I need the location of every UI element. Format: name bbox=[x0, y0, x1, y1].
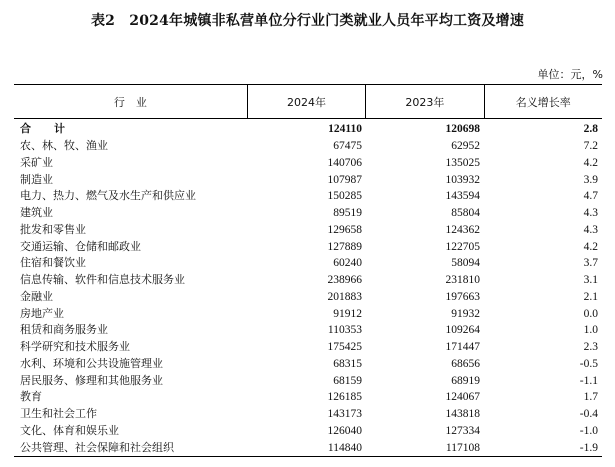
table-row bbox=[14, 406, 602, 423]
row-value-2024: 127889 bbox=[327, 240, 362, 253]
row-industry-name: 教育 bbox=[20, 390, 42, 404]
row-industry-name: 交通运输、仓储和邮政业 bbox=[20, 239, 141, 253]
row-value-2023: 62952 bbox=[451, 140, 480, 153]
table-row bbox=[14, 272, 602, 289]
row-industry-name: 农、林、牧、渔业 bbox=[20, 139, 108, 153]
row-value-2024: 107987 bbox=[327, 173, 362, 186]
table-row bbox=[14, 238, 602, 255]
row-industry-name: 租赁和商务服务业 bbox=[20, 323, 108, 337]
table-row bbox=[14, 322, 602, 339]
row-growth-rate: 7.2 bbox=[583, 140, 598, 153]
row-value-2024: 150285 bbox=[327, 190, 362, 203]
row-industry-name: 信息传输、软件和信息技术服务业 bbox=[20, 273, 185, 287]
row-value-2023: 68656 bbox=[451, 357, 480, 370]
row-industry-name: 文化、体育和娱乐业 bbox=[20, 423, 119, 437]
row-growth-rate: 4.3 bbox=[583, 223, 598, 236]
row-growth-rate: 4.2 bbox=[583, 156, 598, 169]
row-value-2024: 110353 bbox=[327, 324, 362, 337]
row-growth-rate: 2.3 bbox=[583, 341, 598, 354]
row-growth-rate: -1.1 bbox=[579, 374, 598, 387]
table-row bbox=[14, 255, 602, 272]
table-row-total bbox=[14, 121, 602, 138]
row-value-2024: 201883 bbox=[327, 290, 362, 303]
row-industry-name: 房地产业 bbox=[20, 306, 64, 320]
row-industry-name: 住宿和餐饮业 bbox=[20, 256, 86, 270]
row-growth-rate: 3.9 bbox=[583, 173, 598, 186]
row-value-2023: 124362 bbox=[445, 223, 480, 236]
row-growth-rate: 3.1 bbox=[583, 274, 598, 287]
table-row bbox=[14, 138, 602, 155]
row-growth-rate: 4.2 bbox=[583, 240, 598, 253]
table-row bbox=[14, 222, 602, 239]
row-value-2024: 124110 bbox=[328, 123, 362, 136]
row-growth-rate: 2.1 bbox=[583, 290, 598, 303]
row-value-2023: 91932 bbox=[451, 307, 480, 320]
row-value-2024: 67475 bbox=[333, 140, 362, 153]
row-value-2023: 197663 bbox=[445, 290, 480, 303]
row-value-2023: 143594 bbox=[445, 190, 480, 203]
row-value-2023: 231810 bbox=[445, 274, 480, 287]
row-growth-rate: 2.8 bbox=[583, 123, 598, 136]
row-industry-name: 合 计 bbox=[20, 122, 71, 136]
row-industry-name: 卫生和社会工作 bbox=[20, 407, 97, 421]
row-value-2024: 126185 bbox=[327, 391, 362, 404]
row-growth-rate: 3.7 bbox=[583, 257, 598, 270]
row-industry-name: 制造业 bbox=[20, 172, 53, 186]
row-growth-rate: 4.7 bbox=[583, 190, 598, 203]
table-row bbox=[14, 155, 602, 172]
row-value-2023: 85804 bbox=[451, 207, 480, 220]
row-value-2023: 135025 bbox=[445, 156, 480, 169]
table-row bbox=[14, 188, 602, 205]
row-industry-name: 电力、热力、燃气及水生产和供应业 bbox=[20, 189, 196, 203]
table-row bbox=[14, 389, 602, 406]
row-value-2023: 171447 bbox=[445, 341, 480, 354]
table-body bbox=[14, 119, 602, 456]
row-industry-name: 居民服务、修理和其他服务业 bbox=[20, 373, 163, 387]
row-industry-name: 科学研究和技术服务业 bbox=[20, 340, 130, 354]
header-industry: 行 业 bbox=[113, 95, 147, 109]
row-value-2024: 126040 bbox=[327, 424, 362, 437]
row-value-2024: 91912 bbox=[333, 307, 362, 320]
row-value-2023: 143818 bbox=[445, 408, 480, 421]
row-value-2023: 127334 bbox=[445, 424, 480, 437]
row-growth-rate: -1.9 bbox=[579, 441, 598, 454]
row-industry-name: 水利、环境和公共设施管理业 bbox=[20, 356, 163, 370]
row-value-2023: 117108 bbox=[445, 441, 480, 454]
row-value-2023: 58094 bbox=[451, 257, 480, 270]
row-value-2023: 109264 bbox=[445, 324, 480, 337]
row-value-2024: 175425 bbox=[327, 341, 362, 354]
header-2024: 2024年 bbox=[247, 85, 365, 118]
table-row bbox=[14, 423, 602, 440]
row-value-2023: 124067 bbox=[445, 391, 480, 404]
row-value-2024: 140706 bbox=[327, 156, 362, 169]
header-2023: 2023年 bbox=[365, 85, 483, 118]
row-industry-name: 批发和零售业 bbox=[20, 222, 86, 236]
row-value-2024: 238966 bbox=[327, 274, 362, 287]
row-value-2023: 68919 bbox=[451, 374, 480, 387]
table-row bbox=[14, 171, 602, 188]
row-value-2024: 89519 bbox=[333, 207, 362, 220]
row-value-2024: 114840 bbox=[327, 441, 362, 454]
table-header bbox=[14, 85, 602, 119]
table-row bbox=[14, 205, 602, 222]
row-industry-name: 建筑业 bbox=[20, 206, 53, 220]
row-growth-rate: 1.0 bbox=[583, 324, 598, 337]
row-value-2024: 129658 bbox=[327, 223, 362, 236]
row-industry-name: 公共管理、社会保障和社会组织 bbox=[20, 440, 174, 454]
table-title: 表2 2024年城镇非私营单位分行业门类就业人员年平均工资及增速 bbox=[90, 13, 525, 29]
row-value-2024: 143173 bbox=[327, 408, 362, 421]
row-growth-rate: -0.5 bbox=[579, 357, 598, 370]
row-value-2023: 120698 bbox=[445, 123, 480, 136]
row-growth-rate: 1.7 bbox=[583, 391, 598, 404]
row-growth-rate: -0.4 bbox=[579, 408, 598, 421]
table-row bbox=[14, 439, 602, 456]
row-growth-rate: -1.0 bbox=[579, 424, 598, 437]
wage-table bbox=[14, 84, 602, 457]
row-growth-rate: 0.0 bbox=[583, 307, 598, 320]
table-row bbox=[14, 289, 602, 306]
header-growth: 名义增长率 bbox=[484, 85, 602, 118]
row-industry-name: 采矿业 bbox=[20, 155, 53, 169]
table-row bbox=[14, 305, 602, 322]
table-row bbox=[14, 372, 602, 389]
row-value-2024: 68159 bbox=[333, 374, 362, 387]
row-growth-rate: 4.3 bbox=[583, 207, 598, 220]
row-value-2024: 68315 bbox=[333, 357, 362, 370]
table-row bbox=[14, 356, 602, 373]
row-value-2023: 122705 bbox=[445, 240, 480, 253]
row-value-2023: 103932 bbox=[445, 173, 480, 186]
row-value-2024: 60240 bbox=[333, 257, 362, 270]
row-industry-name: 金融业 bbox=[20, 289, 53, 303]
unit-label: 单位：元，% bbox=[537, 68, 603, 81]
table-row bbox=[14, 339, 602, 356]
